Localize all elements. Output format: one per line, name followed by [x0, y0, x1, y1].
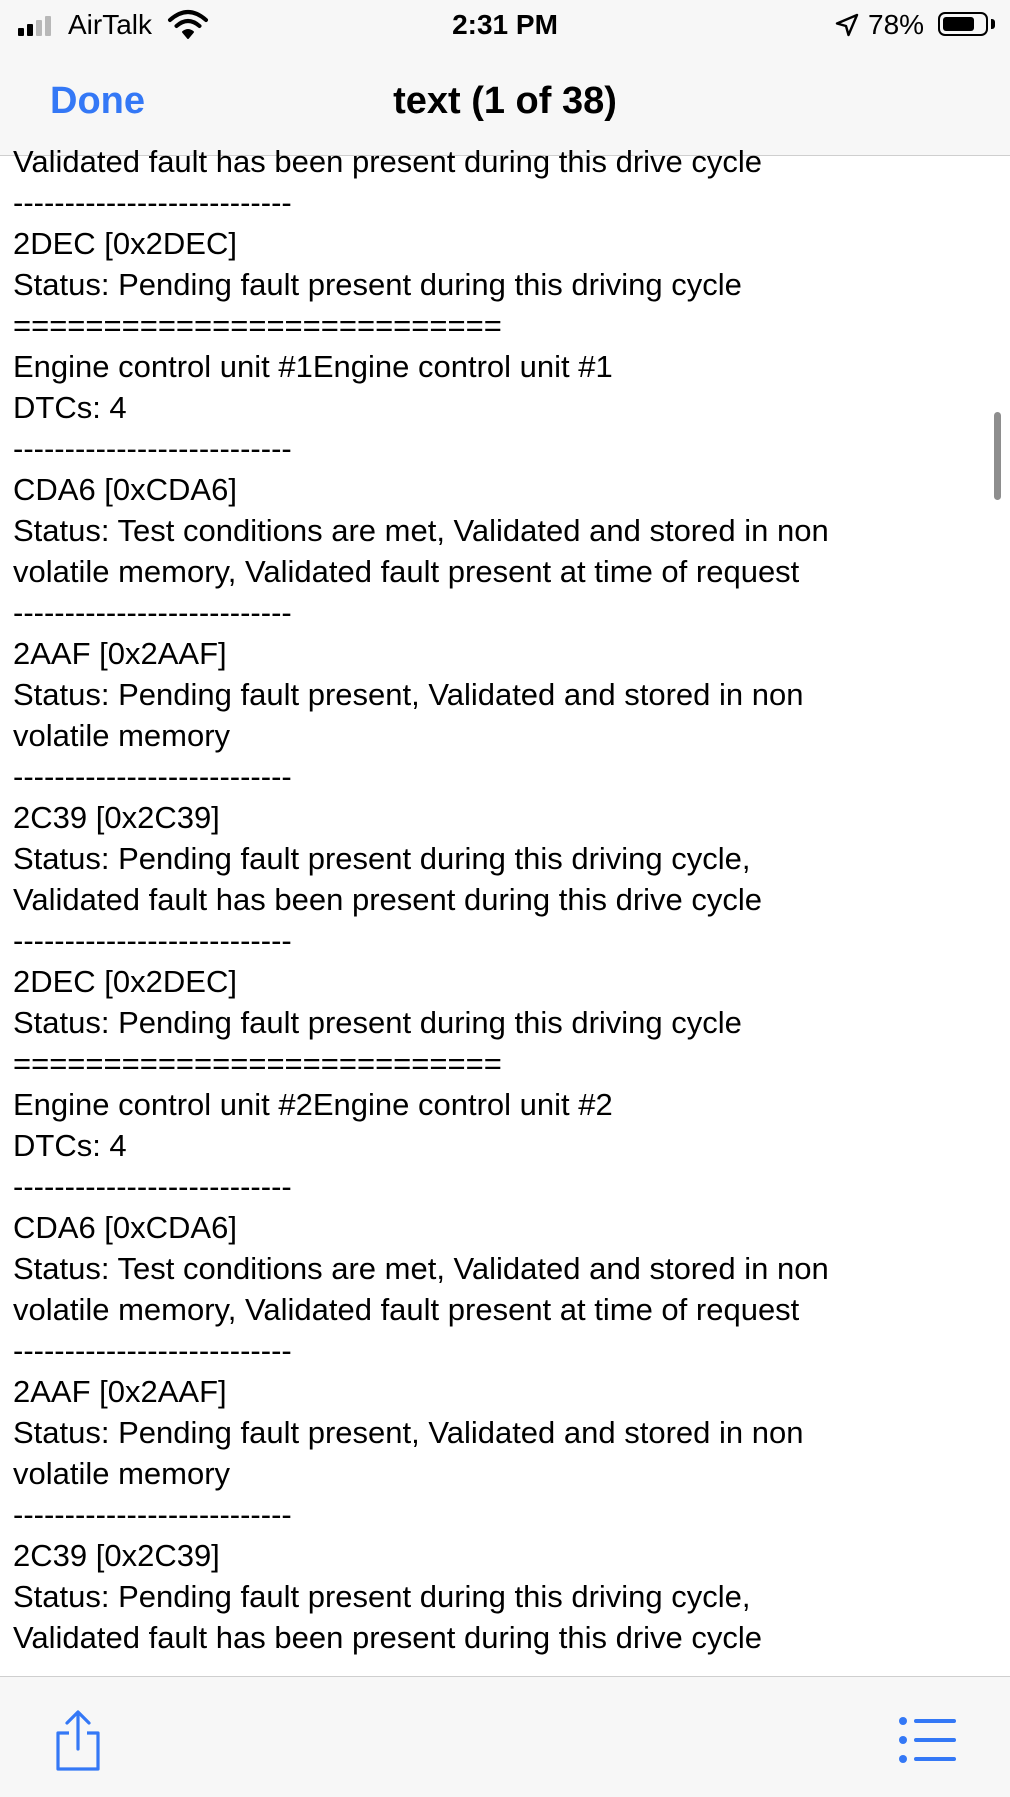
text-line: ===========================	[13, 1046, 502, 1081]
document-text	[13, 141, 993, 1699]
text-line: ---------------------------	[13, 1169, 292, 1204]
text-line: ---------------------------	[13, 1497, 292, 1532]
text-line: CDA6 [0xCDA6]	[13, 1210, 237, 1245]
text-line: Status: Test conditions are met, Validated and stored in non	[13, 513, 829, 548]
battery-level-fill	[943, 17, 974, 31]
text-line: Status: Pending fault present during this driving cycle,	[13, 841, 751, 876]
text-line: Validated fault has been present during this drive cycle	[13, 144, 763, 179]
battery-tip	[991, 19, 995, 29]
text-line: ---------------------------	[13, 595, 292, 630]
share-button[interactable]	[50, 1709, 106, 1773]
text-line: ---------------------------	[13, 923, 292, 958]
share-icon	[50, 1709, 106, 1773]
battery-icon	[938, 12, 988, 36]
text-line: Status: Pending fault present during this driving cycle,	[13, 1579, 751, 1614]
location-arrow-icon	[834, 12, 860, 38]
text-line: volatile memory	[13, 1456, 231, 1491]
text-line: DTCs: 4	[13, 1128, 127, 1163]
text-line: Status: Pending fault present, Validated and stored in non	[13, 1415, 804, 1450]
text-line: 2AAF [0x2AAF]	[13, 636, 227, 671]
text-line: volatile memory, Validated fault present at time of request	[13, 554, 800, 589]
list-button[interactable]	[898, 1715, 958, 1765]
text-line: 2C39 [0x2C39]	[13, 1538, 220, 1573]
scrollbar[interactable]	[994, 412, 1001, 500]
status-bar	[0, 0, 1010, 50]
text-line: ---------------------------	[13, 431, 292, 466]
status-time: 2:31 PM	[452, 9, 558, 40]
text-line: ---------------------------	[13, 1333, 292, 1368]
text-line: volatile memory, Validated fault present at time of request	[13, 1292, 800, 1327]
text-line: Status: Pending fault present during this driving cycle	[13, 267, 742, 302]
text-line: Status: Pending fault present during this driving cycle	[13, 1005, 742, 1040]
document-viewer[interactable]	[0, 144, 1010, 1676]
list-icon	[898, 1715, 958, 1765]
text-line: 2C39 [0x2C39]	[13, 800, 220, 835]
text-line: 2AAF [0x2AAF]	[13, 1374, 227, 1409]
text-line: 2DEC [0x2DEC]	[13, 226, 237, 261]
battery-percentage: 78%	[868, 9, 925, 40]
bottom-toolbar	[0, 1676, 1010, 1797]
page-title: text (1 of 38)	[393, 80, 617, 122]
text-line: ===========================	[13, 308, 502, 343]
text-line: Validated fault has been present during this drive cycle	[13, 882, 763, 917]
text-line: Engine control unit #1Engine control unit #1	[13, 349, 613, 384]
text-line: CDA6 [0xCDA6]	[13, 472, 237, 507]
carrier-name: AirTalk	[68, 9, 153, 40]
text-line: DTCs: 4	[13, 390, 127, 425]
top-bar	[0, 0, 1010, 156]
done-button[interactable]: Done	[50, 80, 145, 122]
text-line: Engine control unit #2Engine control unit #2	[13, 1087, 613, 1122]
text-line: Status: Test conditions are met, Validated and stored in non	[13, 1251, 829, 1286]
text-line: ---------------------------	[13, 185, 292, 220]
text-line: volatile memory	[13, 718, 231, 753]
text-line: ---------------------------	[13, 759, 292, 794]
text-line: 2DEC [0x2DEC]	[13, 964, 237, 999]
text-line: Status: Pending fault present, Validated and stored in non	[13, 677, 804, 712]
text-line: Validated fault has been present during this drive cycle	[13, 1620, 763, 1655]
